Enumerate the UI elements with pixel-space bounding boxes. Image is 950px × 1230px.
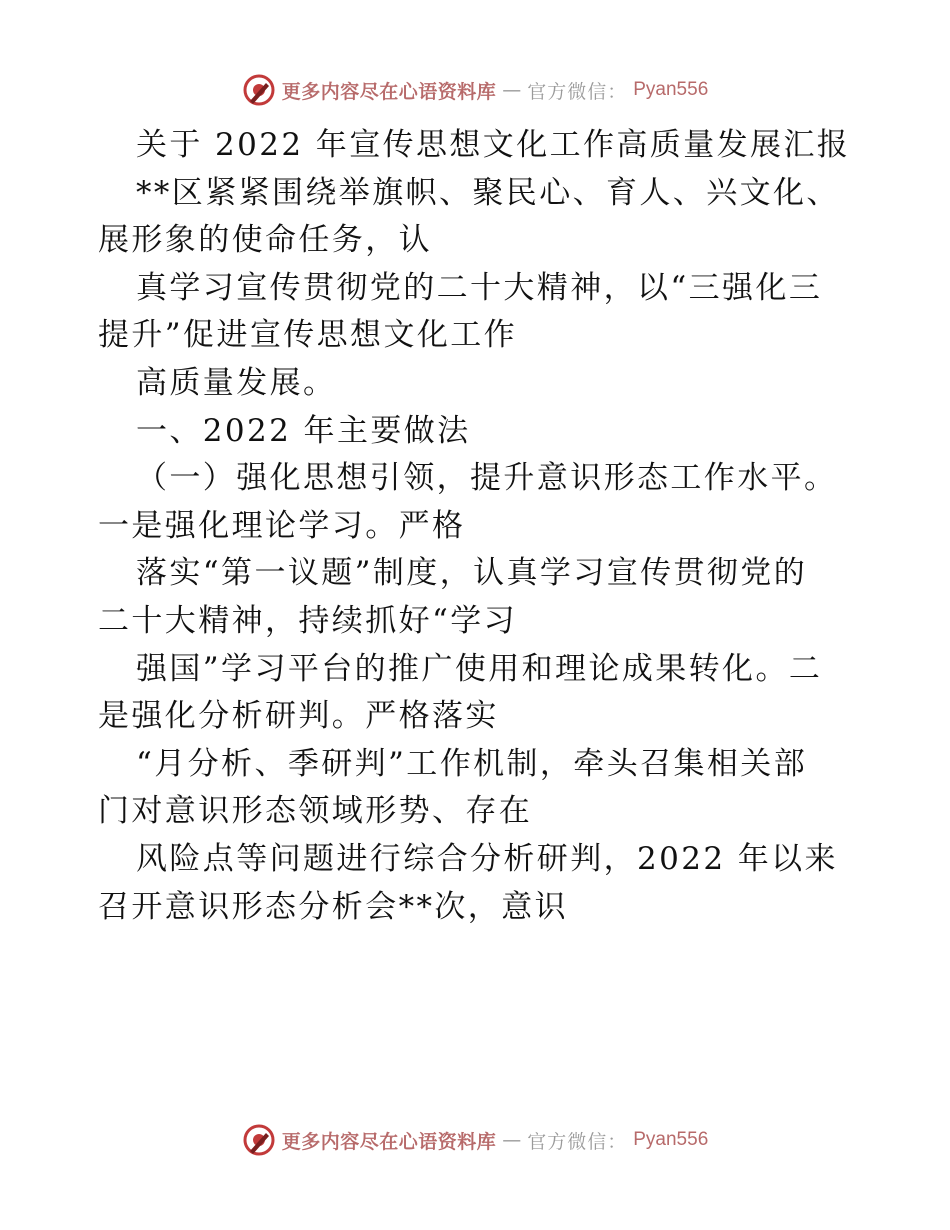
document-line: 强国”学习平台的推广使用和理论成果转化。二 <box>136 650 823 687</box>
document-line: 真学习宣传贯彻党的二十大精神，以“三强化三 <box>136 269 823 306</box>
watermark-brand-text: 更多内容尽在心语资料库 <box>281 1130 497 1153</box>
document-line: “月分析、季研判”工作机制，牵头召集相关部 <box>136 745 808 782</box>
watermark-dash: — <box>502 79 522 101</box>
logo-icon <box>242 1123 276 1157</box>
document-line: 二十大精神，持续抓好“学习 <box>98 602 518 639</box>
document-line: 一、2022 年主要做法 <box>136 412 471 449</box>
document-line: **区紧紧围绕举旗帜、聚民心、育人、兴文化、 <box>136 174 840 211</box>
watermark-wechat-id: Pyan556 <box>633 79 709 100</box>
document-line: 落实“第一议题”制度，认真学习宣传贯彻党的 <box>136 555 808 592</box>
document-line: 门对意识形态领域形势、存在 <box>98 793 533 830</box>
watermark-official-text: 官方微信： <box>527 1130 628 1153</box>
watermark-brand-text: 更多内容尽在心语资料库 <box>281 80 497 103</box>
document-line: 风险点等问题进行综合分析研判，2022 年以来 <box>136 840 838 877</box>
footer-watermark <box>0 1120 950 1160</box>
watermark-wechat-id: Pyan556 <box>633 1129 709 1150</box>
document-line: 一是强化理论学习。严格 <box>98 507 466 544</box>
document-line: 是强化分析研判。严格落实 <box>98 698 499 735</box>
document-line: 高质量发展。 <box>136 364 337 401</box>
document-line: 提升”促进宣传思想文化工作 <box>98 317 518 354</box>
document-line: 展形象的使命任务，认 <box>98 222 432 259</box>
watermark-official-text: 官方微信： <box>527 80 628 103</box>
document-line: 召开意识形态分析会**次，意识 <box>98 888 568 925</box>
document-line: （一）强化思想引领，提升意识形态工作水平。 <box>136 460 838 497</box>
document-body <box>98 122 858 931</box>
document-line: 关于 2022 年宣传思想文化工作高质量发展汇报 <box>136 127 851 163</box>
header-watermark <box>0 70 950 110</box>
logo-icon <box>242 73 276 107</box>
watermark-dash: — <box>502 1129 522 1151</box>
